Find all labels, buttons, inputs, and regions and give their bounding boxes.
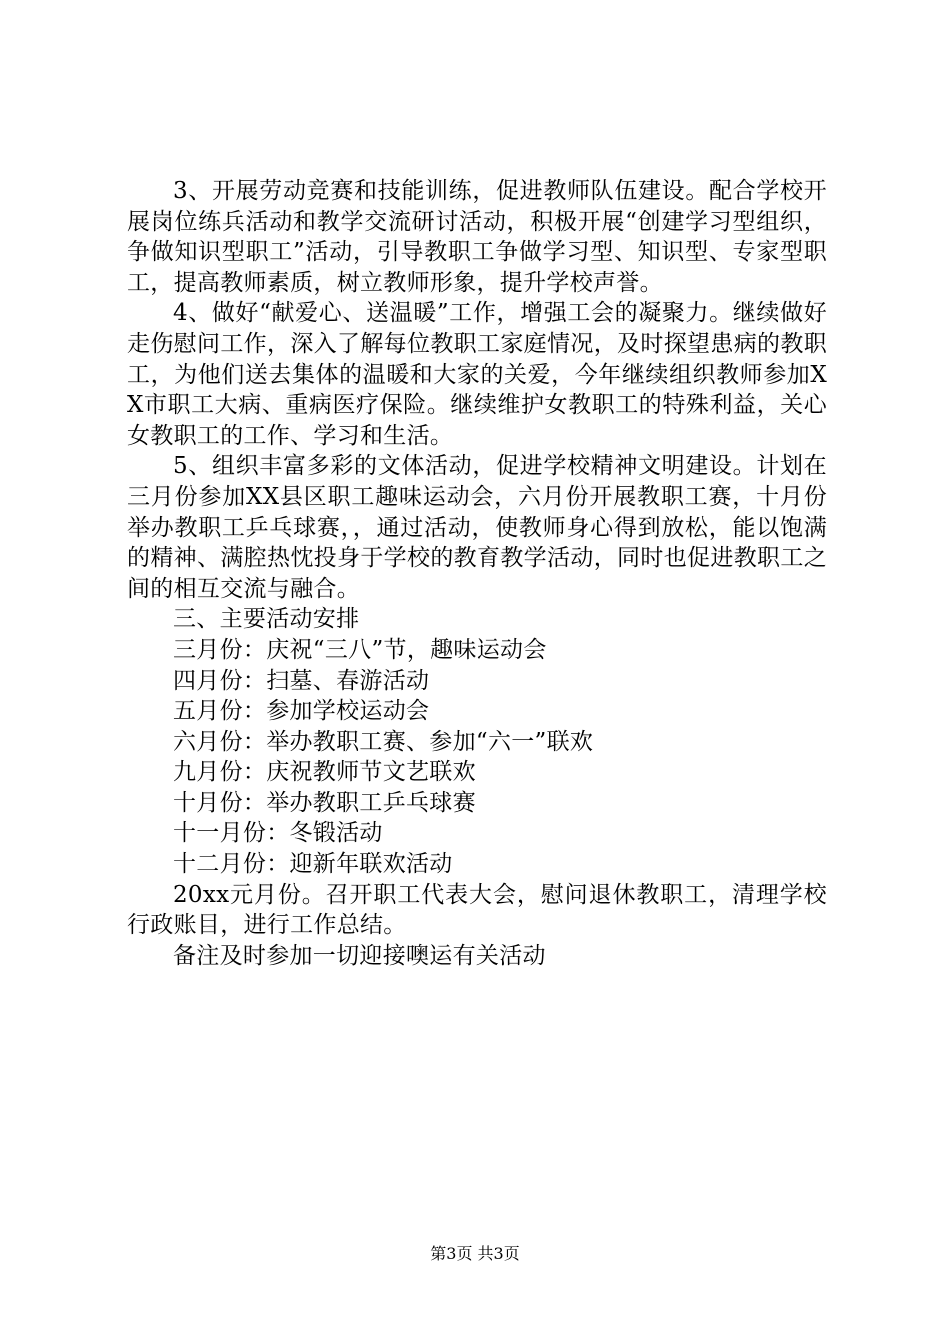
schedule-item-april: 四月份：扫墓、春游活动	[173, 667, 430, 694]
paragraph-4-caring-warmth: 4、做好“献爱心、送温暖”工作，增强工会的凝聚力。继续做好走伤慰问工作，深入了解每位教职工家庭情况，及时探望患病的教职工，为他们送去集体的温暖和大家的关爱，今年继续组织教师参加XX市职工大病、重病医疗保险。继续维护女教职工的特殊利益，关心女教职工的工作、学习和生活。	[127, 300, 827, 449]
closing-paragraph-january: 20xx元月份。召开职工代表大会，慰问退休教职工，清理学校行政账目，进行工作总结。	[127, 881, 827, 939]
paragraph-5-cultural-activities: 5、组织丰富多彩的文体活动，促进学校精神文明建设。计划在三月份参加XX县区职工趣味运动会，六月份开展教职工赛，十月份举办教职工乒乓球赛，，通过活动，使教师身心得到放松，能以饱满的精神、满腔热忱投身于学校的教育教学活动，同时也促进教职工之间的相互交流与融合。	[127, 453, 827, 602]
schedule-item-october: 十月份：举办教职工乒乓球赛	[173, 789, 476, 816]
note-line: 备注及时参加一切迎接噢运有关活动	[173, 942, 546, 969]
schedule-item-december: 十二月份：迎新年联欢活动	[173, 851, 453, 878]
document-body	[127, 176, 827, 971]
paragraph-3-labor-competition: 3、开展劳动竞赛和技能训练，促进教师队伍建设。配合学校开展岗位练兵活动和教学交流研讨活动，积极开展“创建学习型组织，争做知识型职工”活动，引导教职工争做学习型、知识型、专家型职工，提高教师素质，树立教师形象，提升学校声誉。	[127, 178, 827, 296]
schedule-item-september: 九月份：庆祝教师节文艺联欢	[173, 759, 476, 786]
page-footer: 第3页 共3页	[430, 1244, 520, 1263]
schedule-item-november: 十一月份：冬锻活动	[173, 820, 383, 847]
schedule-item-march: 三月份：庆祝“三八”节，趣味运动会	[173, 636, 547, 663]
section-heading-activity-schedule: 三、主要活动安排	[173, 606, 360, 633]
schedule-item-june: 六月份：举办教职工赛、参加“六一”联欢	[173, 728, 594, 755]
schedule-item-may: 五月份：参加学校运动会	[173, 698, 430, 725]
